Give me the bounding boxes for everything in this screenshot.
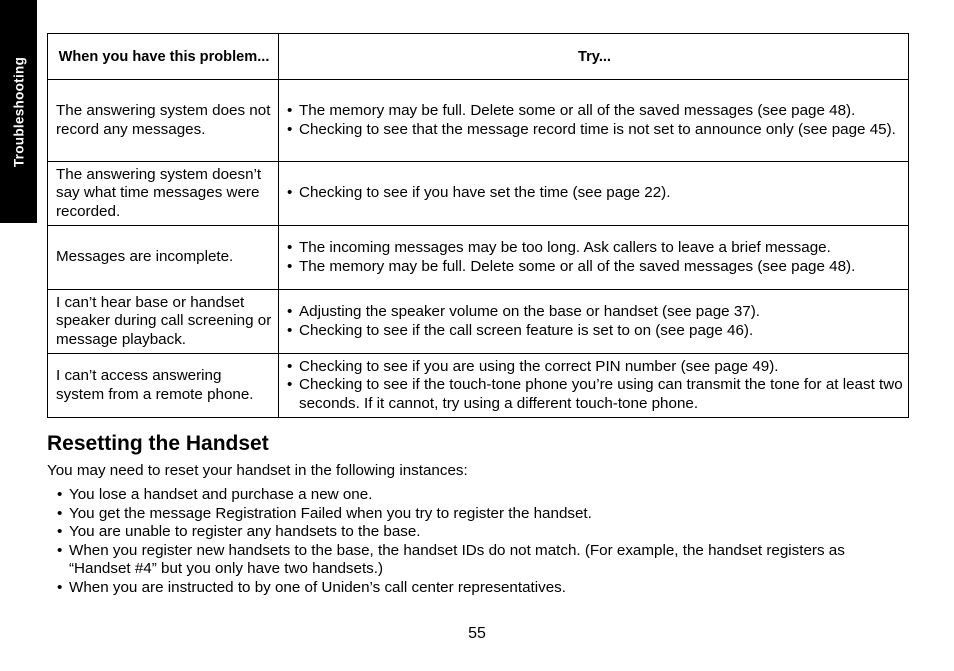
table-row xyxy=(48,80,909,162)
try-cell xyxy=(279,80,909,162)
list-item: • When you register new handsets to the base, the handset IDs do not match. (For example, the handset registers as “Handset #4” but you only have two handsets.) xyxy=(57,542,907,579)
list-item: • You get the message Registration Failed when you try to register the handset. xyxy=(57,505,907,524)
section-heading: Resetting the Handset xyxy=(47,432,269,455)
problem-cell: The answering system does not record any messages. xyxy=(48,80,279,162)
list-item: • You lose a handset and purchase a new one. xyxy=(57,486,907,505)
table-header-row xyxy=(48,34,909,80)
list-item: • You are unable to register any handsets to the base. xyxy=(57,523,907,542)
column-header-try: Try... xyxy=(279,34,909,80)
try-item: • Checking to see if the call screen feature is set to on (see page 46). xyxy=(287,322,906,341)
try-item: • Adjusting the speaker volume on the base or handset (see page 37). xyxy=(287,303,906,322)
list-item: • When you are instructed to by one of Uniden’s call center representatives. xyxy=(57,579,907,598)
try-item: • The incoming messages may be too long. Ask callers to leave a brief message. xyxy=(287,239,906,258)
problem-cell: Messages are incomplete. xyxy=(48,226,279,290)
try-item: • Checking to see that the message record time is not set to announce only (see page 45). xyxy=(287,121,906,140)
troubleshooting-table xyxy=(47,33,909,418)
reset-instances-list xyxy=(57,486,907,597)
try-cell xyxy=(279,290,909,354)
table-row xyxy=(48,354,909,418)
try-cell xyxy=(279,226,909,290)
table-row xyxy=(48,162,909,226)
try-cell xyxy=(279,162,909,226)
section-intro: You may need to reset your handset in the following instances: xyxy=(47,462,468,479)
side-tab-label: Troubleshooting xyxy=(11,56,26,167)
try-item: • Checking to see if the touch-tone phone you’re using can transmit the tone for at least two seconds. If it cannot, try using a different touch-tone phone. xyxy=(287,376,906,413)
problem-cell: The answering system doesn’t say what time messages were recorded. xyxy=(48,162,279,226)
table-row xyxy=(48,226,909,290)
try-item: • Checking to see if you have set the time (see page 22). xyxy=(287,184,906,203)
try-cell xyxy=(279,354,909,418)
column-header-problem: When you have this problem... xyxy=(48,34,279,80)
try-item: • The memory may be full. Delete some or all of the saved messages (see page 48). xyxy=(287,258,906,277)
section-side-tab xyxy=(0,0,37,223)
problem-cell: I can’t access answering system from a remote phone. xyxy=(48,354,279,418)
table-row xyxy=(48,290,909,354)
try-item: • The memory may be full. Delete some or all of the saved messages (see page 48). xyxy=(287,102,906,121)
problem-cell: I can’t hear base or handset speaker during call screening or message playback. xyxy=(48,290,279,354)
try-item: • Checking to see if you are using the correct PIN number (see page 49). xyxy=(287,358,906,377)
page-number: 55 xyxy=(468,625,486,642)
